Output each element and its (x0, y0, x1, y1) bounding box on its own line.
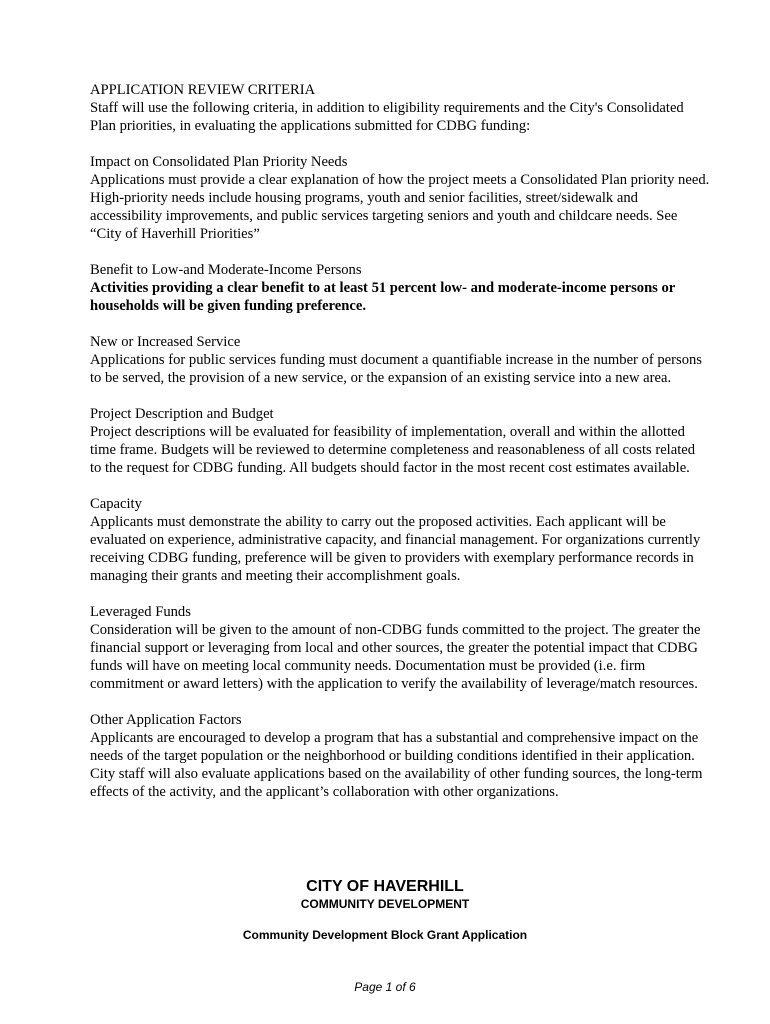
section-capacity (90, 495, 710, 585)
department-name: COMMUNITY DEVELOPMENT (300, 897, 470, 911)
program-title: Community Development Block Grant Application (242, 928, 528, 942)
section-heading: New or Increased Service (90, 334, 241, 350)
section-body-bold: Activities providing a clear benefit to at least 51 percent low- and moderate-income persons or households will be given funding preference. (90, 280, 676, 314)
intro-block (90, 81, 710, 135)
section-body: Applicants must demonstrate the ability to carry out the proposed activities. Each applicant will be evaluated on experience, administrative capacity, and financial management. For organizations currently receiving CDBG funding, preference will be given to providers with exemplary performance records in managing their grants and meeting their accomplishment goals. (90, 514, 701, 584)
section-body: Applicants are encouraged to develop a program that has a substantial and comprehensive impact on the needs of the target population or the neighborhood or building conditions identified in their application. City staff will also evaluate applications based on the availability of other funding sources, the long-term effects of the activity, and the applicant’s collaboration with other organizations. (90, 730, 703, 800)
section-heading: Benefit to Low-and Moderate-Income Persons (90, 262, 362, 278)
section-body: Consideration will be given to the amount of non-CDBG funds committed to the project. The greater the financial support or leveraging from local and other sources, the greater the potential impact that CDBG funds will have on meeting local community needs. Documentation must be provided (i.e. firm commitment or award letters) with the application to verify the availability of leverage/match resources. (90, 622, 701, 692)
page-heading: APPLICATION REVIEW CRITERIA (90, 82, 316, 98)
city-name: CITY OF HAVERHILL (306, 878, 464, 895)
section-project-budget (90, 405, 710, 477)
page-number: Page 1 of 6 (354, 980, 416, 994)
section-heading: Capacity (90, 496, 142, 512)
section-body: Project descriptions will be evaluated for feasibility of implementation, overall and within the allotted time frame. Budgets will be reviewed to determine completeness and reasonableness of all costs related to the request for CDBG funding. All budgets should factor in the most recent cost estimates available. (90, 424, 696, 476)
section-benefit (90, 261, 710, 315)
section-heading: Leveraged Funds (90, 604, 191, 620)
criteria-content (90, 81, 710, 801)
intro-text: Staff will use the following criteria, in addition to eligibility requirements and the City's Consolidated Plan priorities, in evaluating the applications submitted for CDBG funding: (90, 100, 684, 134)
section-leveraged-funds (90, 603, 710, 693)
section-new-service (90, 333, 710, 387)
section-impact (90, 153, 710, 243)
section-body: Applications for public services funding must document a quantifiable increase in the number of persons to be served, the provision of a new service, or the expansion of an existing service into a new area. (90, 352, 702, 386)
section-body: Applications must provide a clear explanation of how the project meets a Consolidated Plan priority need. High-priority needs include housing programs, youth and senior facilities, street/sidewalk and accessibility improvements, and public services targeting seniors and youth and childcare needs. See “City of Haverhill Priorities” (90, 172, 710, 242)
section-heading: Impact on Consolidated Plan Priority Needs (90, 154, 348, 170)
section-heading: Project Description and Budget (90, 406, 274, 422)
section-heading: Other Application Factors (90, 712, 242, 728)
section-other-factors (90, 711, 710, 801)
